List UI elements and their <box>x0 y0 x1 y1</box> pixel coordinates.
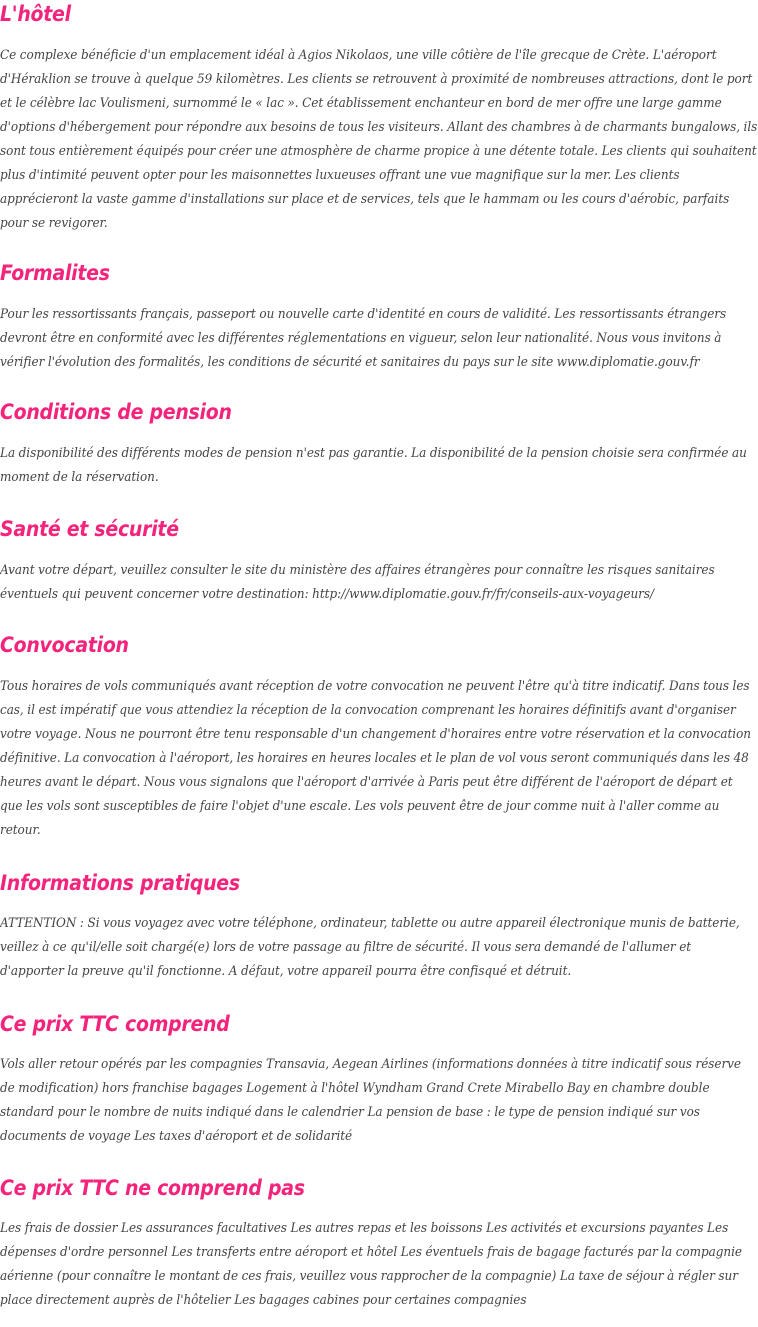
section-body-conditions-de-pension: La disponibilité des différents modes de pension n'est pas garantie. La disponibilité de la pension choisie sera confirmée au moment de la réservation. <box>0 445 747 484</box>
section-heading-informations-pratiques: Informations pratiques <box>0 871 240 896</box>
section-body-formalites: Pour les ressortissants français, passeport ou nouvelle carte d'identité en cours de validité. Les ressortissants étrangers devront être en conformité avec les différentes réglementations en vigueur, selon leur nationalité. Nous vous invitons à vérifier l'évolution des formalités, les conditions de sécurité et sanitaires du pays sur le site www.diplomatie.gouv.fr <box>0 306 727 369</box>
section-heading-formalites: Formalites <box>0 261 110 286</box>
section-sante-et-securite <box>0 489 756 606</box>
section-ce-prix-ttc-comprend <box>0 983 756 1148</box>
section-heading-ce-prix-ttc-ne-comprend-pas: Ce prix TTC ne comprend pas <box>0 1176 305 1201</box>
section-heading-conditions-de-pension: Conditions de pension <box>0 400 232 425</box>
section-body-sante-et-securite: Avant votre départ, veuillez consulter le site du ministère des affaires étrangères pour connaître les risques sanitaires éventuels qui peuvent concerner votre destination: http://www.diplomatie.gouv.fr/fr/conseils-aux-voyageurs/ <box>0 562 715 601</box>
section-heading-hotel: L'hôtel <box>0 2 71 27</box>
section-conditions-de-pension <box>0 374 756 489</box>
section-informations-pratiques <box>0 842 756 983</box>
section-heading-convocation: Convocation <box>0 633 129 658</box>
section-convocation <box>0 606 756 842</box>
section-heading-sante-et-securite: Santé et sécurité <box>0 517 179 542</box>
section-body-hotel: Ce complexe bénéficie d'un emplacement idéal à Agios Nikolaos, une ville côtière de l'île grecque de Crète. L'aéroport d'Héraklion se trouve à quelque 59 kilomètres. Les clients se retrouvent à proximité de nombreuses attractions, dont le port et le célèbre lac Voulismeni, surnommé le « lac ». Cet établissement enchanteur en bord de mer offre une large gamme d'options d'hébergement pour répondre aux besoins de tous les visiteurs. Allant des chambres à de charmants bungalows, ils sont tous entièrement équipés pour créer une atmosphère de charme propice à une détente totale. Les clients qui souhaitent plus d'intimité peuvent opter pour les maisonnettes luxueuses offrant une vue magnifique sur la mer. Les clients apprécieront la vaste gamme d'installations sur place et de services, tels que le hammam ou les cours d'aérobic, parfaits pour se revigorer. <box>0 47 758 230</box>
section-body-ce-prix-ttc-comprend: Vols aller retour opérés par les compagnies Transavia, Aegean Airlines (informations données à titre indicatif sous réserve de modification) hors franchise bagages Logement à l'hôtel Wyndham Grand Crete Mirabello Bay en chambre double standard pour le nombre de nuits indiqué dans le calendrier La pension de base : le type de pension indiqué sur vos documents de voyage Les taxes d'aéroport et de solidarité <box>0 1056 742 1143</box>
section-formalites <box>0 235 756 374</box>
section-heading-ce-prix-ttc-comprend: Ce prix TTC comprend <box>0 1012 230 1037</box>
section-hotel <box>0 0 756 235</box>
section-ce-prix-ttc-ne-comprend-pas <box>0 1148 756 1312</box>
section-body-ce-prix-ttc-ne-comprend-pas: Les frais de dossier Les assurances facultatives Les autres repas et les boissons Les activités et excursions payantes Les dépenses d'ordre personnel Les transferts entre aéroport et hôtel Les éventuels frais de bagage facturés par la compagnie aérienne (pour connaître le montant de ces frais, veuillez vous rapprocher de la compagnie) La taxe de séjour à régler sur place directement auprès de l'hôtelier Les bagages cabines pour certaines compagnies <box>0 1220 742 1307</box>
section-body-convocation: Tous horaires de vols communiqués avant réception de votre convocation ne peuvent l'être qu'à titre indicatif. Dans tous les cas, il est impératif que vous attendiez la réception de la convocation comprenant les horaires définitifs avant d'organiser votre voyage. Nous ne pourront être tenu responsable d'un changement d'horaires entre votre réservation et la convocation définitive. La convocation à l'aéroport, les horaires en heures locales et le plan de vol vous seront communiqués dans les 48 heures avant le départ. Nous vous signalons que l'aéroport d'arrivée à Paris peut être différent de l'aéroport de départ et que les vols sont susceptibles de faire l'objet d'une escale. Les vols peuvent être de jour comme nuit à l'aller comme au retour. <box>0 678 752 837</box>
section-body-informations-pratiques: ATTENTION : Si vous voyagez avec votre téléphone, ordinateur, tablette ou autre appareil électronique munis de batterie, veillez à ce qu'il/elle soit chargé(e) lors de votre passage au filtre de sécurité. Il vous sera demandé de l'allumer et d'apporter la preuve qu'il fonctionne. A défaut, votre appareil pourra être confisqué et détruit. <box>0 915 740 978</box>
